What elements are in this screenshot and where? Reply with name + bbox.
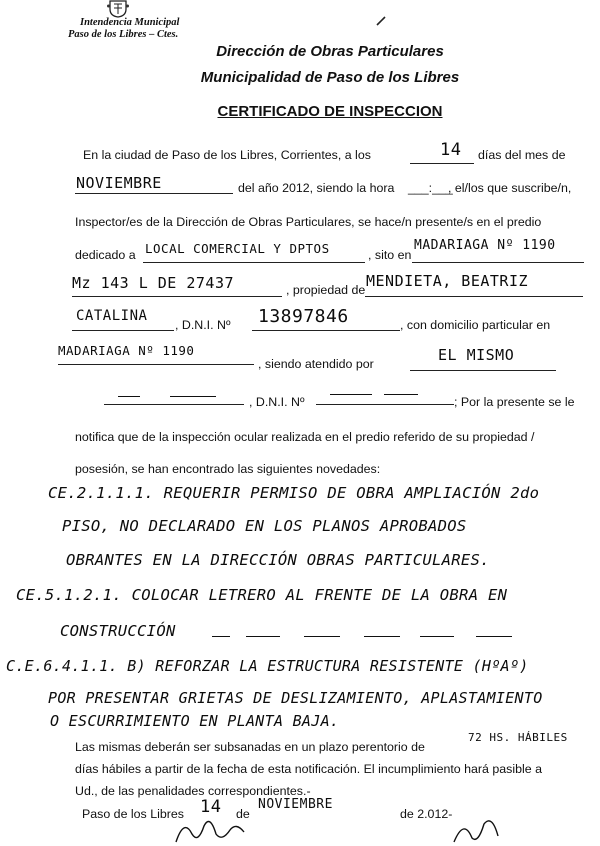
text-line-4b: , sito en: [368, 248, 412, 262]
org-name: Intendencia Municipal: [80, 17, 180, 28]
address-value[interactable]: MADARIAGA Nº 1190: [58, 343, 195, 358]
footer-day-value[interactable]: 14: [200, 797, 222, 817]
novedad-line-5: CONSTRUCCIÓN: [60, 622, 176, 640]
text-line-2a: del año 2012, siendo la hora: [238, 181, 395, 195]
text-line-9: notifica que de la inspección ocular realizada en el predio referido de su propiedad /: [75, 430, 535, 444]
novedad-line-3: OBRANTES EN LA DIRECCIÓN OBRAS PARTICULARES.: [66, 551, 490, 569]
text-line-1a: En la ciudad de Paso de los Libres, Corrientes, a los: [83, 148, 371, 162]
dni-label: , D.N.I. Nº: [175, 318, 231, 332]
owner-dni-value[interactable]: 13897846: [258, 306, 349, 327]
certificate-title: CERTIFICADO DE INSPECCION: [217, 103, 443, 120]
text-line-8b: ; Por la presente se le: [454, 395, 575, 409]
coat-of-arms-icon: [106, 0, 130, 18]
title-municipality: Municipalidad de Paso de los Libres: [200, 69, 460, 86]
text-line-3: Inspector/es de la Dirección de Obras Particulares, se hace/n presente/s en el predio: [75, 215, 542, 229]
novedad-line-8: O ESCURRIMIENTO EN PLANTA BAJA.: [50, 712, 340, 730]
novedad-line-2: PISO, NO DECLARADO EN LOS PLANOS APROBADOS: [62, 517, 467, 535]
text-line-1b: días del mes de: [478, 148, 566, 162]
footer-line-1a: Las mismas deberán ser subsanadas en un plazo perentorio de: [75, 740, 425, 754]
footer-line-3: Ud., de las penalidades correspondientes.-: [75, 784, 311, 798]
text-line-2b: , el/los que suscribe/n,: [448, 181, 572, 195]
owner-value-1[interactable]: MENDIETA, BEATRIZ: [366, 272, 529, 290]
text-line-10: posesión, se han encontrado las siguientes novedades:: [75, 462, 381, 476]
footer-line-2: días hábiles a partir de la fecha de esta notificación. El incumplimiento hará pasible a: [75, 762, 542, 776]
footer-month-value[interactable]: NOVIEMBRE: [258, 797, 333, 812]
footer-de: de: [236, 807, 250, 821]
dedicated-to-value[interactable]: LOCAL COMERCIAL Y DPTOS: [145, 241, 330, 256]
text-line-7b: , siendo atendido por: [258, 357, 374, 371]
location-value-1[interactable]: MADARIAGA Nº 1190: [414, 238, 556, 253]
corner-mark-icon: [376, 16, 386, 26]
attended-by-value[interactable]: EL MISMO: [438, 346, 515, 364]
text-line-4a: dedicado a: [75, 248, 136, 262]
novedad-line-6: C.E.6.4.1.1. B) REFORZAR LA ESTRUCTURA RESISTENTE (HºAº): [6, 657, 529, 675]
day-value[interactable]: 14: [440, 140, 462, 160]
org-city: Paso de los Libres – Ctes.: [68, 29, 179, 40]
text-line-6b: , con domicilio particular en: [400, 318, 551, 332]
deadline-value[interactable]: 72 HS. HÁBILES: [468, 731, 568, 744]
footer-year: de 2.012-: [400, 807, 453, 821]
novedad-line-4: CE.5.1.2.1. COLOCAR LETRERO AL FRENTE DE LA OBRA EN: [16, 586, 508, 604]
title-direction: Dirección de Obras Particulares: [216, 43, 444, 60]
signature-icon: [170, 812, 250, 846]
text-line-5b: , propiedad de: [286, 283, 366, 297]
footer-place: Paso de los Libres: [82, 807, 184, 821]
dni-label-2: , D.N.I. Nº: [249, 395, 305, 409]
location-value-2[interactable]: Mz 143 L DE 27437: [72, 274, 235, 292]
novedad-line-7: POR PRESENTAR GRIETAS DE DESLIZAMIENTO, APLASTAMIENTO: [48, 689, 543, 707]
signature-2-icon: [448, 814, 508, 846]
hour-blank[interactable]: ___:___: [408, 181, 453, 195]
owner-value-2[interactable]: CATALINA: [76, 308, 148, 324]
month-value[interactable]: NOVIEMBRE: [76, 174, 162, 192]
novedad-line-1: CE.2.1.1.1. REQUERIR PERMISO DE OBRA AMPLIACIÓN 2do: [48, 484, 540, 502]
